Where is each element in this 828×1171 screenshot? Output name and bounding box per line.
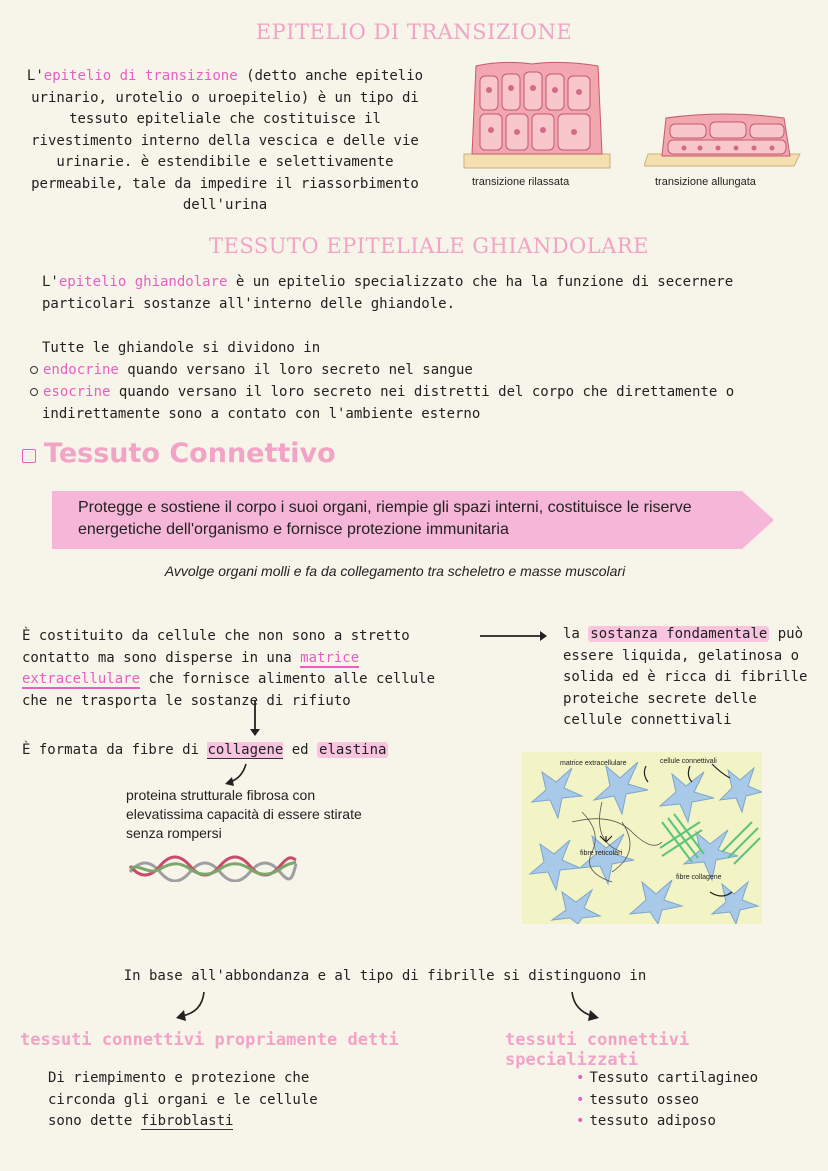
elastin-term: elastina [319, 742, 387, 758]
transition-term: epitelio di transizione [43, 68, 238, 84]
diagram-label-reticular: fibre reticolari [580, 850, 623, 857]
curved-arrow-right-icon [566, 990, 606, 1024]
endocrine-item: endocrine quando versano il loro secreto nel sangue [30, 360, 473, 382]
connective-title: Tessuto Connettivo [44, 438, 336, 469]
fundamental-substance-term: sostanza fondamentale [590, 626, 768, 642]
glandular-paragraph: L'epitelio ghiandolare è un epitelio specializzato che ha la funzione di secernere particolari sostanze all'interno delle ghiandole. [42, 274, 734, 312]
curved-arrow-icon [222, 762, 252, 788]
list-item: • Tessuto cartilagineo [576, 1070, 759, 1086]
stretched-epithelium-illustration [644, 106, 804, 172]
proper-connective-text: Di riempimento e protezione che circonda gli organi e le cellule sono dette fibroblasti [48, 1070, 318, 1129]
bullet-icon [30, 388, 38, 396]
exocrine-continuation: indirettamente sono a contato con l'ambiente esterno [42, 406, 481, 422]
connective-left-paragraph: È costituito da cellule che non sono a stretto contatto ma sono disperse in una matrice extracellulare che fornisce alimento alle cellule che ne trasporta le sostanze di rifiuto [22, 628, 436, 709]
exocrine-item: esocrine quando versano il loro secreto nei distretti del corpo che direttamente o [30, 382, 734, 404]
bullet-icon [30, 366, 38, 374]
arrow-down-icon [248, 698, 262, 738]
glands-intro: Tutte le ghiandole si dividono in [42, 340, 321, 356]
checkbox-icon [22, 449, 36, 463]
glandular-title: TESSUTO EPITELIALE GHIANDOLARE [208, 234, 649, 258]
diagram-label-matrix: matrice extracellulare [560, 760, 627, 767]
list-item: • tessuto adiposo [576, 1113, 716, 1129]
specialized-connective-title: tessuti connettivi specializzati [505, 1030, 690, 1070]
arrow-right-icon [478, 628, 548, 644]
specialized-list [576, 1068, 758, 1133]
caption-relaxed: transizione rilassata [472, 176, 570, 188]
relaxed-epithelium-illustration [462, 58, 612, 172]
connective-right-paragraph: la sostanza fondamentale può essere liquida, gelatinosa o solida ed è ricca di fibrille proteiche secrete delle cellule connettivali [563, 626, 808, 728]
connective-banner-text: Protegge e sostiene il corpo i suoi organi, riempie gli spazi interni, costituisce le riserve energetiche dell'organismo e fornisce protezione immunitaria [78, 499, 692, 538]
collagen-term: collagene [207, 742, 284, 758]
transition-paragraph: L'epitelio di transizione (detto anche epitelio urinario, urotelio o uroepitelio) è un tipo di tessuto epiteliale che costituisce il rivestimento interno della vescica e delle vie urinarie. è estendibile e selettivamente permeabile, tale da impedire il riassorbimento dell'urina [26, 68, 424, 213]
collagen-helix-illustration [128, 850, 298, 882]
diagram-label-cells: cellule connettivali [660, 758, 717, 765]
bullet-icon: • [576, 1091, 585, 1108]
curved-arrow-left-icon [172, 990, 212, 1024]
list-item: • tessuto osseo [576, 1091, 700, 1108]
glandular-term: epitelio ghiandolare [58, 274, 228, 290]
extracellular-matrix-term: matrice extracellulare [22, 649, 360, 687]
connective-tissue-diagram [522, 752, 762, 924]
transition-title: EPITELIO DI TRANSIZIONE [255, 20, 573, 44]
proper-connective-title: tessuti connettivi propriamente detti [20, 1030, 399, 1050]
caption-stretched: transizione allungata [655, 176, 756, 188]
bullet-icon: • [576, 1070, 585, 1086]
diagram-label-collagen: fibre collagene [676, 874, 722, 881]
protein-description: proteina strutturale fibrosa con elevatissima capacità di essere stirate senza rompersi [126, 787, 362, 841]
fibers-line: È formata da fibre di collagene ed elastina [22, 742, 387, 758]
connective-subtitle: Avvolge organi molli e fa da collegamento tra scheletro e masse muscolari [164, 563, 626, 579]
fibroblasts-term: fibroblasti [140, 1113, 234, 1129]
distinction-line: In base all'abbondanza e al tipo di fibrille si distinguono in [123, 968, 647, 984]
bullet-icon: • [576, 1113, 585, 1129]
